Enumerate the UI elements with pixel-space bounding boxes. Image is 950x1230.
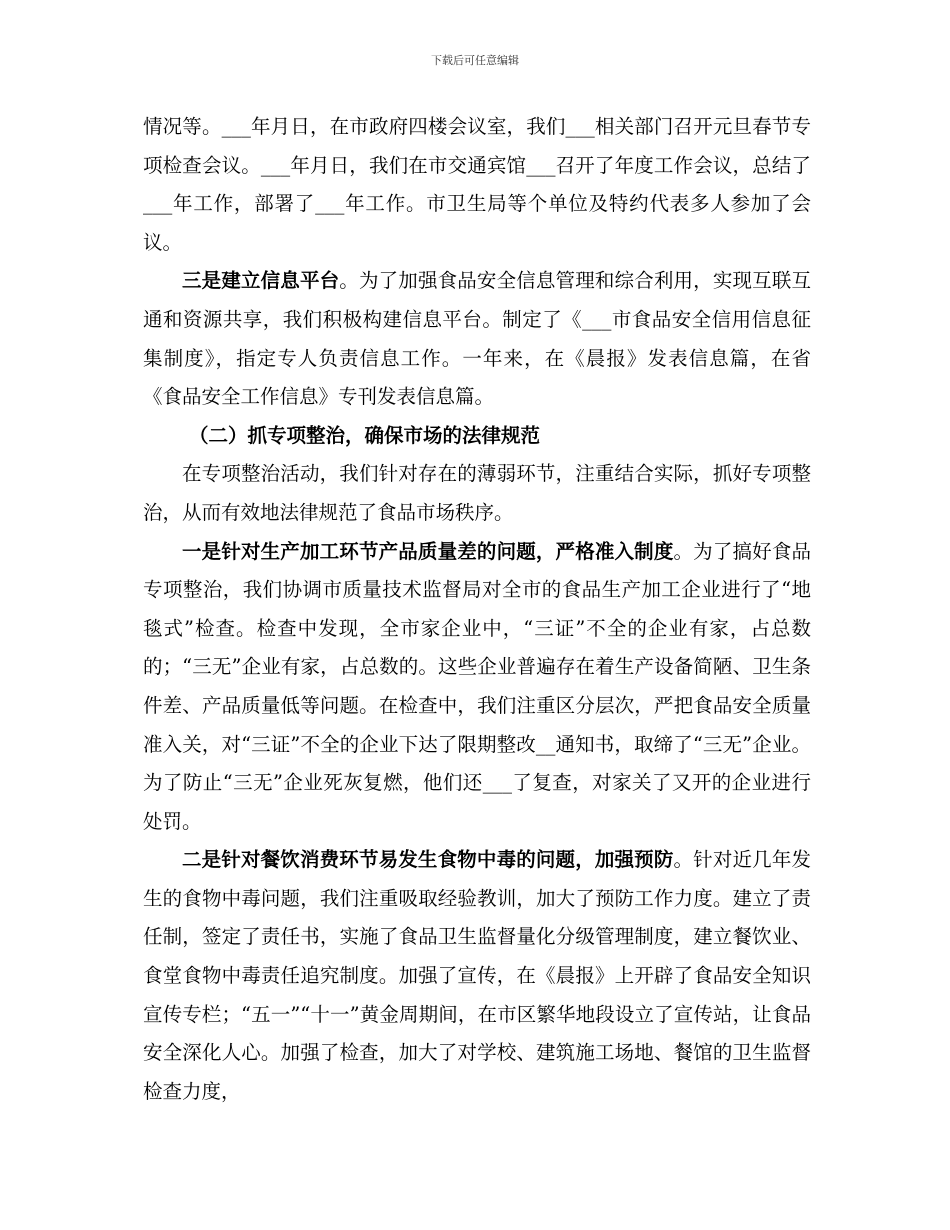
page-header: 下载后可任意编辑	[431, 54, 519, 67]
paragraph-special-rectification	[143, 455, 811, 532]
paragraph-continuation	[143, 108, 811, 262]
paragraph-text: 情况等。___年月日，在市政府四楼会议室，我们___相关部门召开元旦春节专项检查会议。___年月日，我们在市交通宾馆___召开了年度工作会议，总结了___年工作，部署了___年工作。市卫生局等个单位及特约代表多人参加了会议。	[143, 115, 811, 254]
paragraph-lead: 一是针对生产加工环节产品质量差的问题，严格准入制度	[182, 539, 674, 563]
paragraph-production-quality	[143, 533, 811, 842]
paragraph-lead: 二是针对餐饮消费环节易发生食物中毒的问题，加强预防	[182, 848, 674, 872]
paragraph-text: 。为了搞好食品专项整治，我们协调市质量技术监督局对全市的食品生产加工企业进行了“地毯式”检查。检查中发现，全市家企业中，“三证”不全的企业有家，占总数的；“三无”企业有家，占总数的。这些企业普遍存在着生产设备简陋、卫生条件差、产品质量低等问题。在检查中，我们注重区分层次，严把食品安全质量准入关，对“三证”不全的企业下达了限期整改__通知书，取缔了“三无”企业。为了防止“三无”企业死灰复燃，他们还___了复查，对家关了又开的企业进行处罚。	[143, 539, 811, 833]
paragraph-text: 在专项整治活动，我们针对存在的薄弱环节，注重结合实际，抓好专项整治，从而有效地法律规范了食品市场秩序。	[143, 462, 811, 524]
paragraph-info-platform	[143, 262, 811, 416]
paragraph-text: 。为了加强食品安全信息管理和综合利用，实现互联互通和资源共享，我们积极构建信息平台。制定了《___市食品安全信用信息征集制度》，指定专人负责信息工作。一年来，在《晨报》发表信息篇，在省《食品安全工作信息》专刊发表信息篇。	[143, 269, 811, 409]
paragraph-text: 。针对近几年发生的食物中毒问题，我们注重吸取经验教训，加大了预防工作力度。建立了责任制，签定了责任书，实施了食品卫生监督量化分级管理制度，建立餐饮业、食堂食物中毒责任追究制度。加强了宣传，在《晨报》上开辟了食品安全知识宣传专栏；“五一”“十一”黄金周期间，在市区繁华地段设立了宣传站，让食品安全深化人心。加强了检查，加大了对学校、建筑施工场地、餐馆的卫生监督检查力度，	[143, 848, 811, 1103]
paragraph-food-poisoning	[143, 841, 811, 1111]
paragraph-lead: 三是建立信息平台	[182, 269, 340, 293]
section-heading: （二）抓专项整治，确保市场的法律规范	[189, 423, 541, 447]
document-body	[143, 108, 811, 1111]
